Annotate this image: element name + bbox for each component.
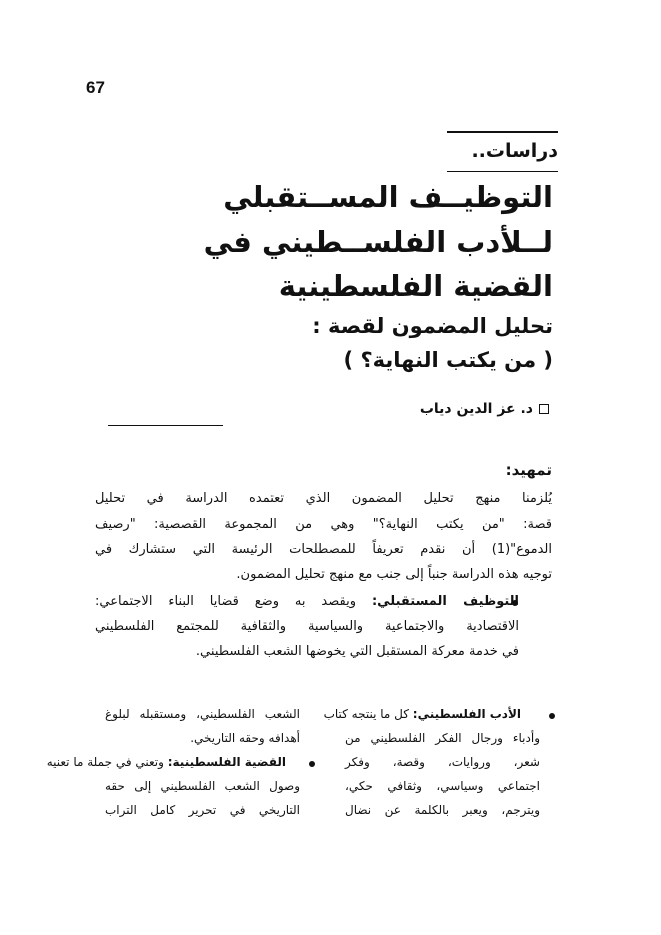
definition-literature-line-5: ويترجم، ويعبر بالكلمة عن نضال [345, 803, 540, 817]
section-label: دراسات.. [471, 140, 558, 162]
author-byline [420, 401, 549, 417]
title-line-3: القضية الفلسطينية [278, 269, 553, 303]
left-column-line-2: أهدافه وحقه التاريخي. [190, 731, 300, 745]
bullet-dot-icon [309, 761, 315, 767]
author-name: د. عز الدين دياب [419, 401, 533, 417]
page-number: 67 [86, 78, 105, 97]
subtitle-line-2: ( من يكتب النهاية؟ ) [343, 348, 553, 372]
definition-literature-line-1 [323, 707, 521, 721]
definition-cause-line-1 [46, 755, 286, 769]
definition-future-term: التوظيف المستقبلي: [371, 594, 519, 609]
left-column-line-1: الشعب الفلسطيني، ومستقبله لبلوغ [105, 707, 300, 721]
intro-line-1: يُلزمنا منهج تحليل المضمون الذي تعتمده الدراسة في تحليل [95, 491, 552, 506]
definition-future-line-1 [95, 595, 519, 608]
definition-cause-line-1-rest: وتعني في جملة ما تعنيه [46, 755, 168, 769]
section-rule-bottom [447, 171, 558, 172]
definition-literature-line-1-rest: كل ما ينتجه كتاب [323, 707, 413, 721]
definition-cause-line-2: وصول الشعب الفلسطيني إلى حقه [105, 779, 300, 793]
intro-line-2: قصة: "من يكتب النهاية؟" وهي من المجموعة القصصية: "رصيف [95, 517, 552, 532]
title-line-1: التوظيــف المســتقبلي [223, 180, 553, 214]
definition-future-line-2: الاقتصادية والاجتماعية والسياسية والثقافية للمجتمع الفلسطيني [95, 619, 519, 634]
definition-future-line-1-rest: ويقصد به وضع قضايا البناء الاجتماعي: [95, 594, 372, 609]
definition-literature-line-4: اجتماعي وسياسي، وثقافي حكي، [345, 779, 540, 793]
intro-line-4: توجيه هذه الدراسة جنباً إلى جنب مع منهج تحليل المضمون. [236, 567, 552, 582]
intro-heading: تمهيد: [505, 461, 552, 479]
definition-cause-term: القضية الفلسطينية: [167, 755, 286, 769]
author-rule [108, 425, 223, 426]
definition-literature-term: الأدب الفلسطيني: [412, 707, 521, 721]
square-bullet-icon [539, 404, 549, 414]
definition-future-line-3: في خدمة معركة المستقبل التي يخوضها الشعب الفلسطيني. [195, 644, 519, 659]
intro-line-3: الدموع"(1) أن نقدم تعريفاً للمصطلحات الرئيسة التي ستشارك في [95, 542, 552, 557]
definition-literature-line-2: وأدباء ورجال الفكر الفلسطيني من [345, 731, 540, 745]
definition-cause-line-3: التاريخي في تحرير كامل التراب [105, 803, 300, 817]
title-line-2: لــلأدب الفلســطيني في [203, 225, 553, 259]
bullet-dot-icon [549, 713, 555, 719]
definition-literature-line-3: شعر، وروايات، وقصة، وفكر [345, 755, 540, 769]
section-rule-top [447, 131, 558, 133]
subtitle-line-1: تحليل المضمون لقصة : [312, 314, 553, 338]
